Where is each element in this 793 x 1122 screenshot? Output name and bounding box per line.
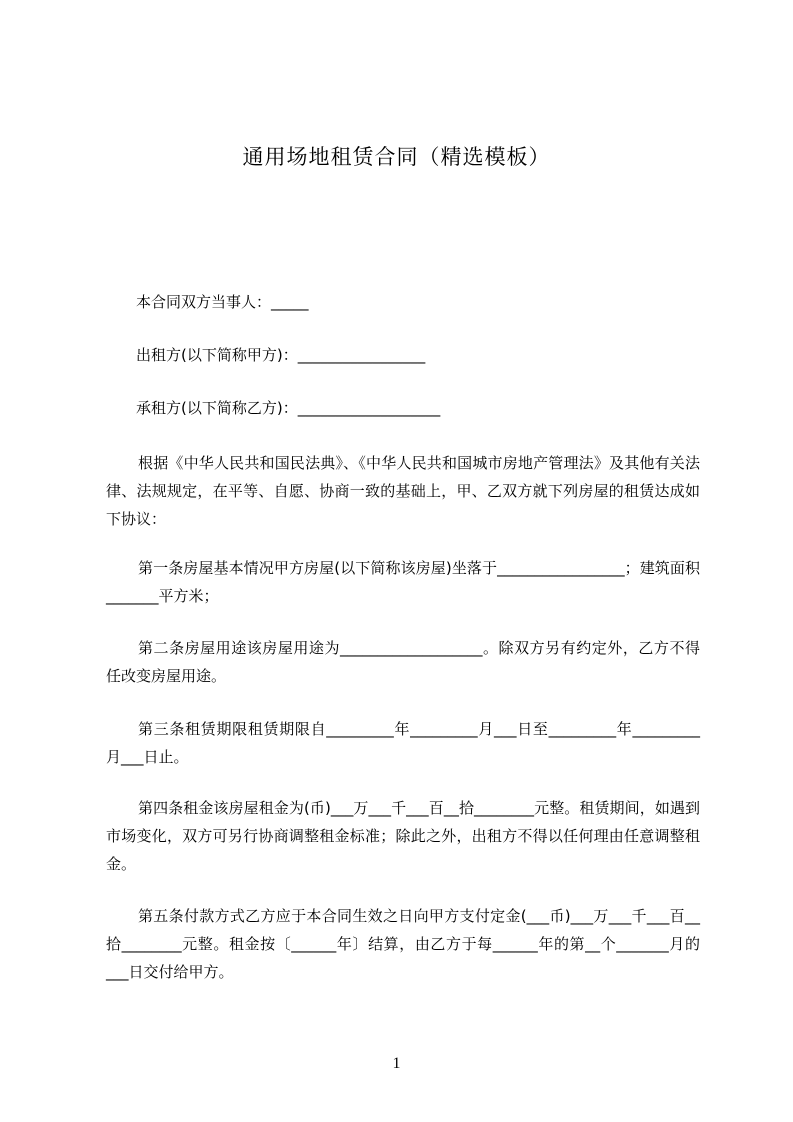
parties-intro: 本合同双方当事人：_____	[136, 293, 309, 311]
lessee-line: 承租方(以下简称乙方)：___________________	[136, 399, 441, 417]
article-3-paragraph: 第三条租赁期限租赁期限自_________年_________月___日至_________年_________月___日止。	[106, 720, 700, 766]
page-number: 1	[392, 1055, 401, 1072]
article-5-paragraph: 第五条付款方式乙方应于本合同生效之日向甲方支付定金(___币)___万___千___百__拾________元整。租金按〔______年〕结算，由乙方于每______年的第__个_______月的___日交付给甲方。	[106, 907, 700, 981]
article-4-paragraph: 第四条租金该房屋租金为(币)___万___千___百__拾________元整。租赁期间，如遇到市场变化，双方可另行协商调整租金标准；除此之外，出租方不得以任何理由任意调整租金。	[106, 799, 700, 873]
document-title: 通用场地租赁合同（精选模板）	[242, 145, 551, 169]
lessor-line: 出租方(以下简称甲方)：_________________	[136, 346, 426, 364]
article-2-paragraph: 第二条房屋用途该房屋用途为___________________。除双方另有约定外，乙方不得任改变房屋用途。	[106, 639, 700, 685]
preamble-paragraph: 根据《中华人民共和国民法典》、《中华人民共和国城市房地产管理法》及其他有关法律、法规规定，在平等、自愿、协商一致的基础上，甲、乙双方就下列房屋的租赁达成如下协议：	[106, 454, 700, 528]
article-1-paragraph: 第一条房屋基本情况甲方房屋(以下简称该房屋)坐落于_________________；建筑面积_______平方米；	[106, 559, 700, 605]
